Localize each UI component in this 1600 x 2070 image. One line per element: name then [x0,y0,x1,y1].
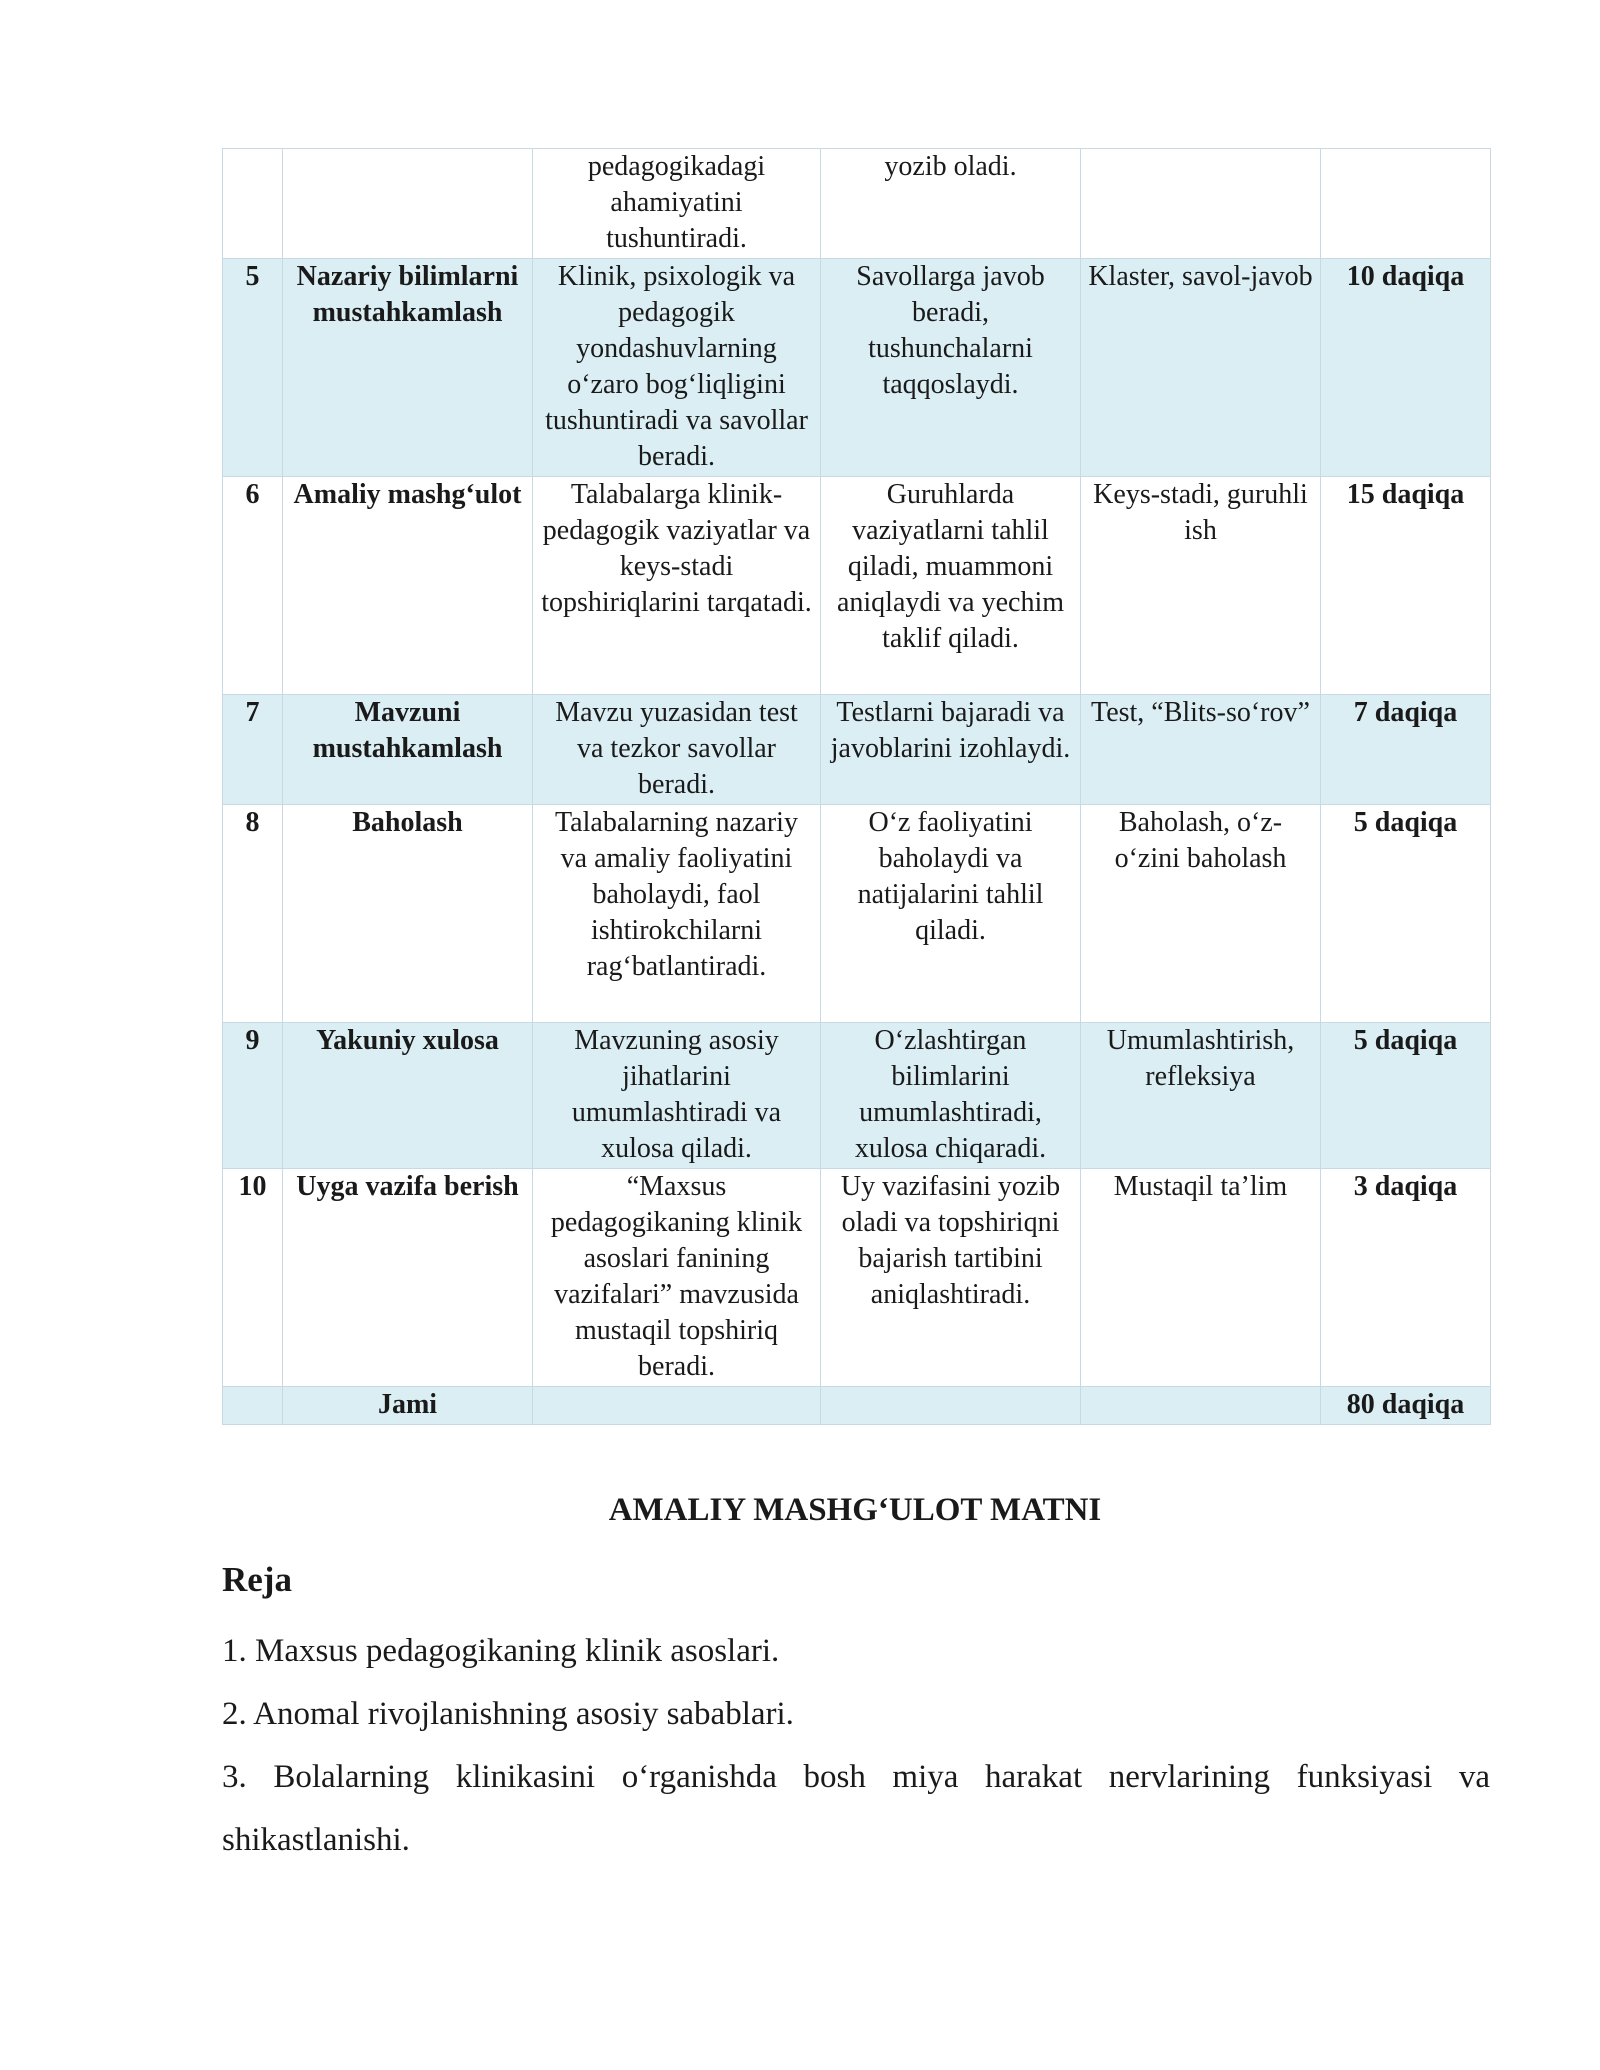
cell-student-activity: Uy vazifasini yozib oladi va topshiriqni bajarish tartibini aniqlashtiradi. [821,1169,1081,1387]
table-row [223,695,1491,805]
cell-stage: Nazariy bilimlarni mustahkamlash [283,259,533,477]
cell-time: 5 daqiqa [1321,805,1491,1023]
cell-method: Umumlashtirish, refleksiya [1081,1023,1321,1169]
cell-method: Test, “Blits-so‘rov” [1081,695,1321,805]
cell-student-activity: Testlarni bajaradi va javoblarini izohlaydi. [821,695,1081,805]
cell-method: Keys-stadi, guruhli ish [1081,477,1321,695]
cell-student-activity: O‘zlashtirgan bilimlarini umumlashtiradi, xulosa chiqaradi. [821,1023,1081,1169]
cell-number: 6 [223,477,283,695]
cell-teacher-activity: Talabalarning nazariy va amaliy faoliyatini baholaydi, faol ishtirokchilarni rag‘batlantiradi. [533,805,821,1023]
cell-student-activity: O‘z faoliyatini baholaydi va natijalarini tahlil qiladi. [821,805,1081,1023]
cell-stage: Baholash [283,805,533,1023]
cell-time: 10 daqiqa [1321,259,1491,477]
cell-teacher-activity: Mavzuning asosiy jihatlarini umumlashtiradi va xulosa qiladi. [533,1023,821,1169]
section-title: AMALIY MASHG‘ULOT MATNI [608,1492,1102,1528]
cell-number [223,1387,283,1425]
cell-time: 7 daqiqa [1321,695,1491,805]
cell-student-activity: yozib oladi. [821,149,1081,259]
cell-number: 9 [223,1023,283,1169]
cell-method: Klaster, savol-javob [1081,259,1321,477]
cell-teacher-activity: Mavzu yuzasidan test va tezkor savollar beradi. [533,695,821,805]
table-row [223,1169,1491,1387]
cell-stage: Mavzuni mustahkamlash [283,695,533,805]
cell-stage: Yakuniy xulosa [283,1023,533,1169]
cell-number: 5 [223,259,283,477]
cell-number: 10 [223,1169,283,1387]
table-row [223,259,1491,477]
cell-time: 3 daqiqa [1321,1169,1491,1387]
cell-number: 8 [223,805,283,1023]
cell-time: 5 daqiqa [1321,1023,1491,1169]
cell-teacher-activity: Klinik, psixologik va pedagogik yondashuvlarning o‘zaro bog‘liqligini tushuntiradi va savollar beradi. [533,259,821,477]
cell-stage: Amaliy mashg‘ulot [283,477,533,695]
plan-item: 2. Anomal rivojlanishning asosiy sabablari. [222,1696,794,1732]
table-row [223,1023,1491,1169]
cell-student-activity [821,1387,1081,1425]
cell-method: Baholash, o‘z-o‘zini baholash [1081,805,1321,1023]
cell-teacher-activity: pedagogikadagi ahamiyatini tushuntiradi. [533,149,821,259]
cell-teacher-activity [533,1387,821,1425]
cell-method [1081,1387,1321,1425]
table-row [223,1387,1491,1425]
cell-stage: Jami [283,1387,533,1425]
cell-time [1321,149,1491,259]
cell-time: 15 daqiqa [1321,477,1491,695]
cell-student-activity: Savollarga javob beradi, tushunchalarni taqqoslaydi. [821,259,1081,477]
cell-number [223,149,283,259]
cell-stage [283,149,533,259]
cell-teacher-activity: “Maxsus pedagogikaning klinik asoslari fanining vazifalari” mavzusida mustaqil topshiriq beradi. [533,1169,821,1387]
cell-method [1081,149,1321,259]
table-row [223,805,1491,1023]
cell-student-activity: Guruhlarda vaziyatlarni tahlil qiladi, muammoni aniqlaydi va yechim taklif qiladi. [821,477,1081,695]
lesson-plan-table [222,148,1491,1425]
cell-method: Mustaqil ta’lim [1081,1169,1321,1387]
cell-stage: Uyga vazifa berish [283,1169,533,1387]
cell-number: 7 [223,695,283,805]
table-row [223,149,1491,259]
table-row [223,477,1491,695]
plan-heading: Reja [222,1560,292,1599]
cell-time: 80 daqiqa [1321,1387,1491,1425]
cell-teacher-activity: Talabalarga klinik-pedagogik vaziyatlar va keys-stadi topshiriqlarini tarqatadi. [533,477,821,695]
plan-item: 3. Bolalarning klinikasini o‘rganishda bosh miya harakat nervlarining funksiyasi va shikastlanishi. [222,1759,1490,1858]
plan-item: 1. Maxsus pedagogikaning klinik asoslari. [222,1633,780,1669]
